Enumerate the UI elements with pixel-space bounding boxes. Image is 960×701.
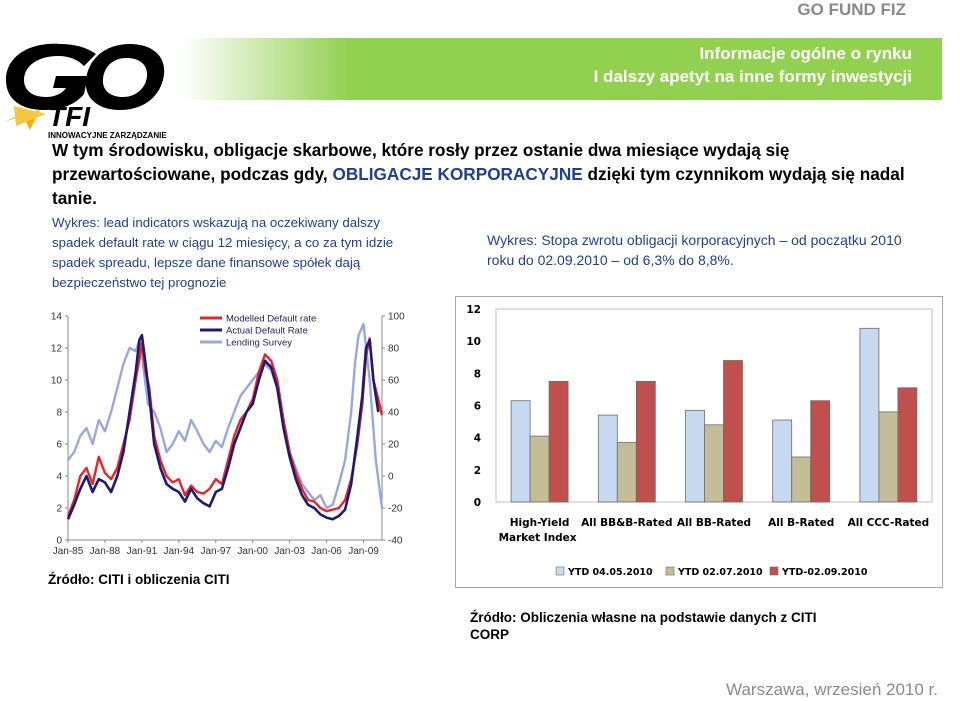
legend-label: YTD-02.09.2010 [782, 567, 868, 578]
footer-place-date: Warszawa, wrzesień 2010 r. [726, 680, 938, 699]
x-tick-label: Jan-03 [274, 546, 305, 557]
x-tick-label: Jan-06 [311, 546, 342, 557]
y-left-tick-label: 12 [50, 343, 62, 355]
left-chart-source: Źródło: CITI i obliczenia CITI [48, 572, 230, 587]
default-rate-line-chart [40, 300, 415, 572]
y-tick-label: 4 [473, 432, 481, 445]
y-tick-label: 10 [466, 336, 481, 349]
right-caption-label: Wykres: [487, 232, 538, 248]
x-tick-label: Jan-88 [89, 546, 121, 557]
x-tick-label: Jan-97 [200, 546, 232, 557]
left-caption-text: lead indicators wskazują na oczekiwany dalszy spadek default rate w ciągu 12 miesięcy, a co za tym idzie spadek spreadu, lepsze dane finansowe spółek dają bezpieczeństwo tej prognozie [52, 215, 394, 290]
y-tick-label: 2 [473, 464, 481, 477]
left-caption-label: Wykres: [52, 215, 100, 230]
y-right-tick-label: -40 [388, 535, 403, 547]
x-tick-label: Jan-09 [348, 546, 379, 557]
y-tick-label: 6 [473, 400, 481, 413]
legend-label: YTD 02.07.2010 [678, 567, 763, 578]
bar-4-0 [860, 328, 879, 502]
legend-label: Lending Survey [226, 337, 293, 349]
y-right-tick-label: 100 [388, 311, 405, 323]
legend-label: Actual Default Rate [226, 325, 308, 337]
y-tick-label: 8 [473, 368, 481, 381]
legend-label: Modelled Default rate [226, 313, 317, 325]
banner-title: Informacje ogólne o rynku [699, 44, 912, 63]
y-left-tick-label: 4 [56, 471, 62, 483]
right-chart-caption [487, 230, 927, 270]
legend-label: YTD 04.05.2010 [568, 567, 653, 578]
y-left-tick-label: 10 [50, 375, 62, 387]
y-left-tick-label: 6 [56, 439, 62, 451]
y-right-tick-label: 60 [388, 375, 400, 387]
y-right-tick-label: 80 [388, 343, 400, 355]
y-right-tick-label: 40 [388, 407, 400, 419]
y-right-tick-label: -20 [388, 503, 403, 515]
bar-1-0 [598, 415, 617, 502]
bar-3-0 [773, 420, 792, 502]
y-left-tick-label: 14 [50, 311, 62, 323]
logo-tfi-text: TFI [48, 101, 90, 132]
category-label: High-Yield [509, 517, 570, 529]
category-label: All CCC-Rated [847, 517, 930, 529]
bar-0-1 [530, 436, 549, 502]
bar-2-0 [686, 410, 705, 502]
bar-2-1 [705, 425, 724, 502]
bar-1-2 [636, 381, 655, 502]
x-tick-label: Jan-85 [52, 546, 84, 557]
y-left-tick-label: 2 [56, 503, 62, 515]
category-label: All B-Rated [768, 517, 835, 529]
logo-tagline: INNOWACYJNE ZARZĄDZANIE [48, 131, 167, 140]
bar-0-2 [549, 381, 568, 502]
y-tick-label: 0 [473, 497, 481, 509]
right-caption-text: Stopa zwrotu obligacji korporacyjnych – od początku 2010 roku do 02.09.2010 – od 6,3% do 8,8%. [487, 232, 902, 268]
y-left-tick-label: 0 [56, 535, 62, 547]
bar-4-2 [898, 388, 917, 502]
bond-returns-bar-chart [456, 297, 942, 587]
legend-swatch [666, 567, 674, 575]
x-tick-label: Jan-91 [126, 546, 158, 557]
bar-4-1 [879, 412, 898, 502]
headline-highlight: OBLIGACJE KORPORACYJNE [332, 164, 583, 184]
legend-swatch [556, 567, 564, 575]
y-right-tick-label: 0 [388, 471, 394, 483]
y-left-tick-label: 8 [56, 407, 62, 419]
headline-part3: dzięki tym czynnikom wydają się nadal tanie. [52, 164, 905, 208]
series-line-1 [68, 335, 378, 519]
category-label: All BB-Rated [676, 517, 752, 529]
headline-part1: W tym środowisku, obligacje skarbowe, które rosły przez ostanie dwa miesiące wydają się przewartościowane, podczas gdy, [52, 140, 790, 184]
bar-1-1 [617, 443, 636, 503]
headline [52, 138, 932, 210]
x-tick-label: Jan-94 [163, 546, 195, 557]
category-label: Market Index [498, 532, 577, 544]
category-label: All BB&B-Rated [581, 517, 673, 529]
banner-subtitle: I dalszy apetyt na inne formy inwestycji [593, 67, 912, 86]
fund-name: GO FUND FIZ [797, 0, 906, 19]
bar-0-0 [511, 401, 530, 502]
legend-swatch [770, 567, 778, 575]
y-tick-label: 12 [466, 304, 481, 316]
bar-2-2 [724, 361, 743, 503]
y-right-tick-label: 20 [388, 439, 400, 451]
bar-3-1 [792, 457, 811, 502]
bar-3-2 [811, 401, 830, 502]
x-tick-label: Jan-00 [237, 546, 268, 557]
left-chart-caption [52, 213, 412, 293]
series-line-0 [68, 338, 382, 516]
right-chart-source: Źródło: Obliczenia własne na podstawie danych z CITI CORP [470, 610, 817, 642]
